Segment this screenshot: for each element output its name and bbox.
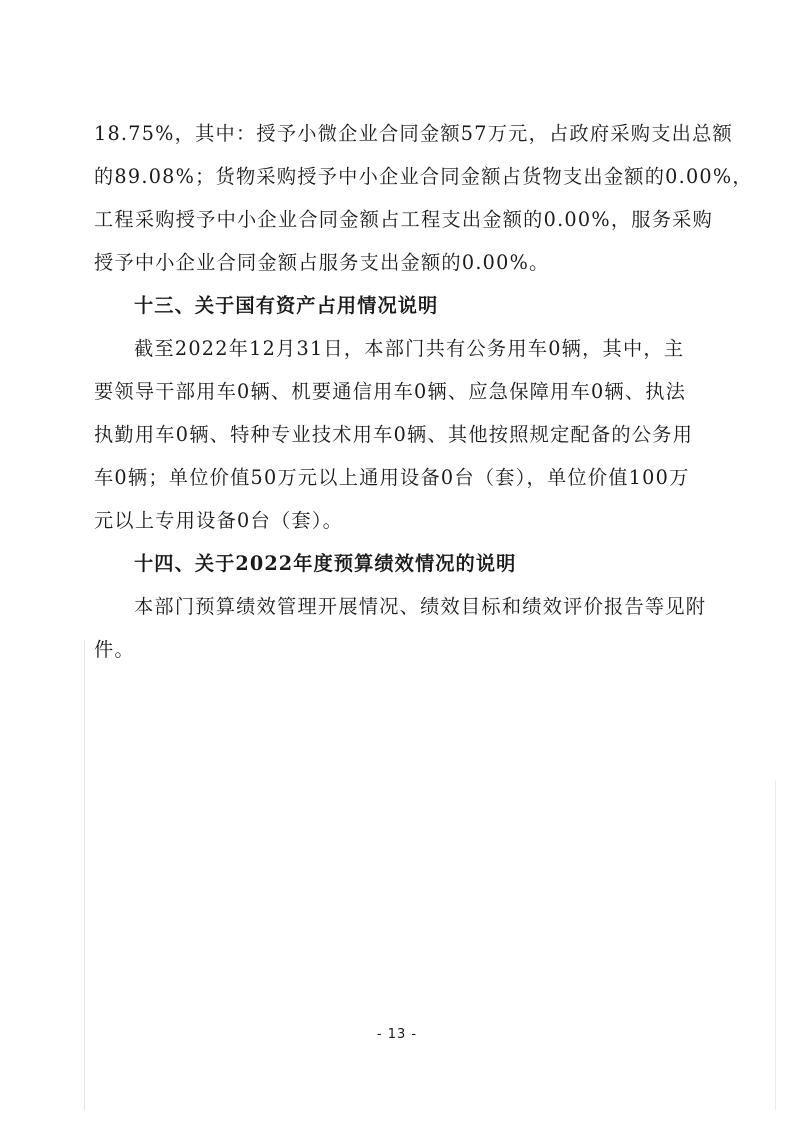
scan-edge	[775, 780, 776, 1110]
section-13-line: 要领导干部用车0辆、机要通信用车0辆、应急保障用车0辆、执法	[94, 380, 687, 403]
section-13-line: 截至2022年12月31日，本部门共有公务用车0辆，其中，主	[134, 337, 685, 360]
section-14-heading: 十四、关于2022年度预算绩效情况的说明	[134, 552, 517, 575]
document-body	[94, 112, 753, 671]
body-line: 18.75%，其中：授予小微企业合同金额57万元，占政府采购支出总额	[94, 122, 733, 145]
body-line: 工程采购授予中小企业合同金额占工程支出金额的0.00%，服务采购	[94, 208, 714, 231]
section-13-line: 车0辆；单位价值50万元以上通用设备0台（套），单位价值100万	[94, 466, 690, 489]
body-line: 授予中小企业合同金额占服务支出金额的0.00%。	[94, 251, 550, 274]
section-13-heading: 十三、关于国有资产占用情况说明	[134, 294, 439, 317]
section-14-line: 件。	[94, 638, 135, 661]
section-14-line: 本部门预算绩效管理开展情况、绩效目标和绩效评价报告等见附	[134, 595, 707, 618]
section-13-line: 元以上专用设备0台（套）。	[94, 509, 344, 532]
section-13-line: 执勤用车0辆、特种专业技术用车0辆、其他按照规定配备的公务用	[94, 423, 694, 446]
page-number: - 13 -	[376, 1027, 418, 1042]
body-line: 的89.08%；货物采购授予中小企业合同金额占货物支出金额的0.00%，	[94, 165, 753, 188]
